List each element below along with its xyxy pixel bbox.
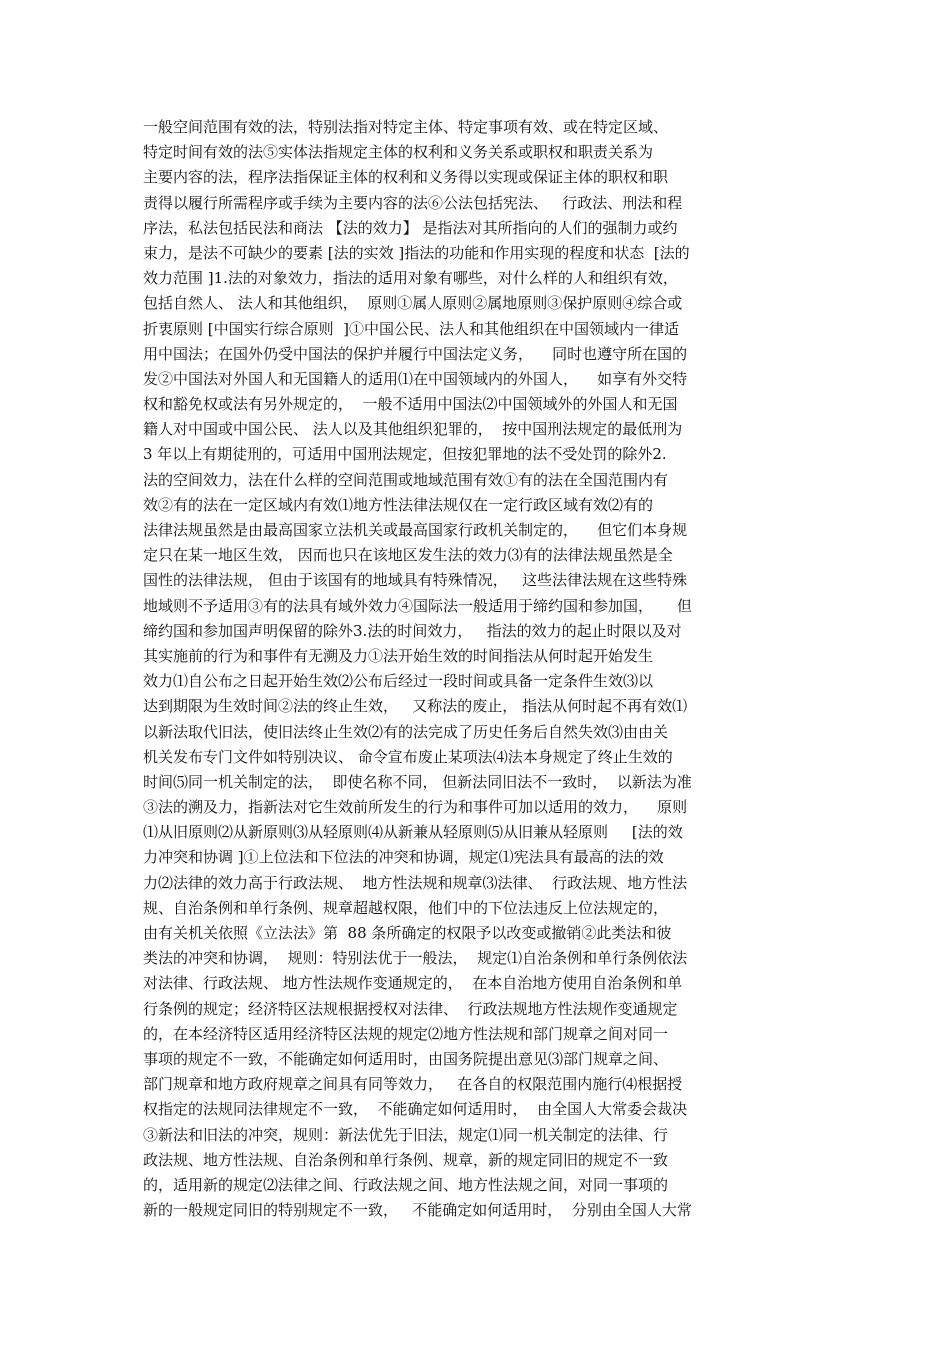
text-line: 一般空间范围有效的法，特别法指对特定主体、特定事项有效、或在特定区域、 [143,118,669,136]
text-line: 折衷原则 [中国实行综合原则 ]①中国公民、法人和其他组织在中国领域内一律适 [143,319,680,338]
text-line: 地域则不予适用③有的法具有域外效力④国际法一般适用于缔约国和参加国， 但 [143,596,692,615]
text-line: 达到期限为生效时间②法的终止生效， 又称法的废止， 指法从何时起不再有效⑴ [143,697,688,716]
text-line: ③法的溯及力，指新法对它生效前所发生的行为和事件可加以适用的效力， 原则 [143,798,688,817]
text-line: 部门规章和地方政府规章之间具有同等效力， 在各自的权限范围内施行⑷根据授 [143,1075,683,1094]
text-line: 其实施前的行为和事件有无溯及力①法开始生效的时间指法从何时起开始发生 [143,646,654,665]
text-line: 效力⑴自公布之日起开始生效⑵公布后经过一段时间或具备一定条件生效⑶以 [143,672,654,691]
text-line: 主要内容的法，程序法指保证主体的权利和义务得以实现或保证主体的职权和职 [143,168,669,187]
document-body [143,115,823,1223]
text-line: 新的一般规定同旧的特别规定不一致， 不能确定如何适用时， 分别由全国人大常 [143,1201,692,1220]
text-line: 籍人对中国或中国公民、 法人以及其他组织犯罪的， 按中国刑法规定的最低刑为 [143,420,683,439]
text-line: 力⑵法律的效力高于行政法规、 地方性法规和规章⑶法律、 行政法规、地方性法 [143,873,688,892]
text-line: 缔约国和参加国声明保留的除外3.法的时间效力， 指法的效力的起止时限以及对 [143,621,682,640]
text-line: 效②有的法在一定区域内有效⑴地方性法律法规仅在一定行政区域有效⑵有的 [143,495,654,514]
text-line: 对法律、行政法规、 地方性法规作变通规定的， 在本自治地方使用自治条例和单 [143,974,683,993]
text-line: 束力，是法不可缺少的要素 [法的实效 ]指法的功能和作用实现的程度和状态 [法的 [143,243,690,262]
text-line: 规、自治条例和单行条例、规章超越权限，他们中的下位法违反上位法规定的， [143,898,669,917]
text-line: 用中国法；在国外仍受中国法的保护并履行中国法定义务， 同时也遵守所在国的 [143,344,688,363]
text-line: 定只在某一地区生效， 因而也只在该地区发生法的效力⑶有的法律法规虽然是全 [143,546,673,565]
text-line: 政法规、地方性法规、自治条例和单行条例、规章，新的规定同旧的规定不一致 [143,1150,669,1169]
text-line: 的，适用新的规定⑵法律之间、行政法规之间、地方性法规之间，对同一事项的 [143,1175,669,1194]
text-line: 权指定的法规同法律规定不一致， 不能确定如何适用时， 由全国人大常委会裁决 [143,1100,688,1119]
text-line: 特定时间有效的法⑤实体法指规定主体的权利和义务关系或职权和职责关系为 [143,143,654,162]
text-line: 力冲突和协调 ]①上位法和下位法的冲突和协调，规定⑴宪法具有最高的法的效 [143,848,664,867]
text-line: 事项的规定不一致，不能确定如何适用时，由国务院提出意见⑶部门规章之间、 [143,1049,669,1068]
text-line: 行条例的规定；经济特区法规根据授权对法律、 行政法规地方性法规作变通规定 [143,999,678,1018]
text-line: ⑴从旧原则⑵从新原则⑶从轻原则⑷从新兼从轻原则⑸从旧兼从轻原则 [法的效 [143,823,683,842]
text-line: 由有关机关依照《立法法》第 88 条所确定的权限予以改变或撤销②此类法和彼 [143,924,672,942]
text-line: 包括自然人、 法人和其他组织， 原则①属人原则②属地原则③保护原则④综合或 [143,294,683,313]
text-line: 发②中国法对外国人和无国籍人的适用⑴在中国领域内的外国人， 如享有外交特 [143,369,688,388]
text-line: 机关发布专门文件如特别决议、 命令宣布废止某项法⑷法本身规定了终止生效的 [143,747,673,766]
text-line: 的，在本经济特区适用经济特区法规的规定⑵地方性法规和部门规章之间对同一 [143,1024,669,1043]
text-line: 国性的法律法规， 但由于该国有的地域具有特殊情况， 这些法律法规在这些特殊 [143,571,688,590]
text-line: 时间⑸同一机关制定的法， 即使名称不同， 但新法同旧法不一致时， 以新法为准 [143,772,692,791]
text-line: 法的空间效力，法在什么样的空间范围或地域范围有效①有的法在全国范围内有 [143,470,669,489]
text-line: 责得以履行所需程序或手续为主要内容的法⑥公法包括宪法、 行政法、刑法和程 [143,193,683,212]
text-line: 效力范围 ]1.法的对象效力，指法的适用对象有哪些，对什么样的人和组织有效， [143,269,678,288]
text-line: 类法的冲突和协调， 规则：特别法优于一般法， 规定⑴自治条例和单行条例依法 [143,949,688,968]
text-line: 3 年以上有期徒刑的，可适用中国刑法规定，但按犯罪地的法不受处罚的除外2. [143,445,667,464]
text-line: 权和豁免权或法有另外规定的， 一般不适用中国法⑵中国领域外的外国人和无国 [143,395,678,414]
text-line: 序法，私法包括民法和商法 【法的效力】 是指法对其所指向的人们的强制力或约 [143,218,678,237]
text-line: ③新法和旧法的冲突，规则：新法优先于旧法，规定⑴同一机关制定的法律、行 [143,1125,669,1144]
text-line: 法律法规虽然是由最高国家立法机关或最高国家行政机关制定的， 但它们本身规 [143,521,688,539]
text-line: 以新法取代旧法，使旧法终止生效⑵有的法完成了历史任务后自然失效⑶由由关 [143,722,669,741]
